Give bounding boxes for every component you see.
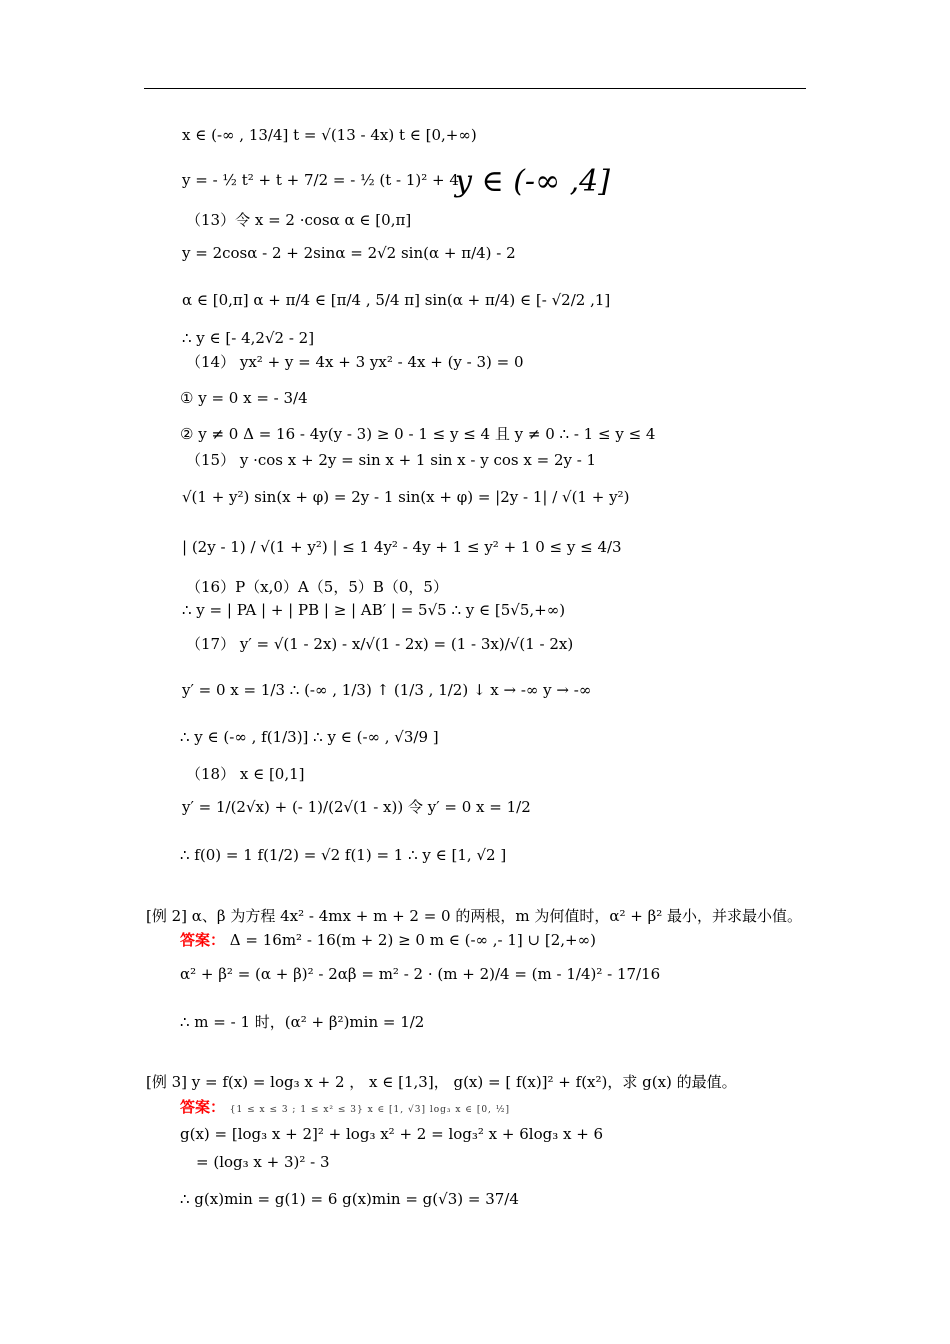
line-13: | (2y - 1) / √(1 + y²) | ≤ 1 4y² - 4y + 1 ≤ y² + 1 0 ≤ y ≤ 4/3 xyxy=(182,538,622,556)
line-6: α ∈ [0,π] α + π/4 ∈ [π/4 , 5/4 π] sin(α + π/4) ∈ [- √2/2 ,1] xyxy=(182,291,611,309)
line-1: x ∈ (-∞ , 13/4] t = √(13 - 4x) t ∈ [0,+∞) xyxy=(182,126,477,144)
example-2-question: [例 2] α、β 为方程 4x² - 4mx + m + 2 = 0 的两根，m 为何值时，α² + β² 最小，并求最小值。 xyxy=(146,907,803,925)
example-2-step-2: α² + β² = (α + β)² - 2αβ = m² - 2 · (m + 2)/4 = (m - 1/4)² - 17/16 xyxy=(180,965,661,983)
example-3-step-2: = (log₃ x + 3)² - 3 xyxy=(196,1153,330,1171)
line-17: y′ = 0 x = 1/3 ∴ (-∞ , 1/3) ↑ (1/3 , 1/2) ↓ x → -∞ y → -∞ xyxy=(182,681,592,699)
line-10: ② y ≠ 0 Δ = 16 - 4y(y - 3) ≥ 0 - 1 ≤ y ≤ 4 且 y ≠ 0 ∴ - 1 ≤ y ≤ 4 xyxy=(180,425,656,443)
line-20: y′ = 1/(2√x) + (- 1)/(2√(1 - x)) 令 y′ = 0 x = 1/2 xyxy=(182,798,531,816)
line-12: √(1 + y²) sin(x + φ) = 2y - 1 sin(x + φ) = |2y - 1| / √(1 + y²) xyxy=(182,488,630,506)
line-3-range: y ∈ (-∞ ,4] xyxy=(455,164,610,199)
line-18: ∴ y ∈ (-∞ , f(1/3)] ∴ y ∈ (-∞ , √3/9 ] xyxy=(180,728,439,746)
line-11: （15） y ·cos x + 2y = sin x + 1 sin x - y cos x = 2y - 1 xyxy=(186,451,597,469)
example-3-result: ∴ g(x)min = g(1) = 6 g(x)min = g(√3) = 37/4 xyxy=(180,1190,519,1208)
line-15: ∴ y = | PA | + | PB | ≥ | AB′ | = 5√5 ∴ y ∈ [5√5,+∞) xyxy=(182,601,566,619)
example-3-answer-row xyxy=(180,1097,510,1120)
example-2-result: ∴ m = - 1 时，(α² + β²)min = 1/2 xyxy=(180,1013,425,1031)
line-21: ∴ f(0) = 1 f(1/2) = √2 f(1) = 1 ∴ y ∈ [1, √2 ] xyxy=(180,846,507,864)
line-2: y = - ½ t² + t + 7/2 = - ½ (t - 1)² + 4 xyxy=(182,171,459,189)
line-4: （13）令 x = 2 ·cosα α ∈ [0,π] xyxy=(186,211,412,229)
example-3-question: [例 3] y = f(x) = log₃ x + 2 ， x ∈ [1,3]， g(x) = [ f(x)]² + f(x²)，求 g(x) 的最值。 xyxy=(146,1073,737,1091)
answer-label: 答案： xyxy=(180,1098,226,1116)
example-2-answer-row xyxy=(180,930,596,950)
example-3-domain: {1 ≤ x ≤ 3 ; 1 ≤ x² ≤ 3} x ∈ [1, √3] log₃ x ∈ [0, ½] xyxy=(229,1105,511,1115)
line-19: （18） x ∈ [0,1] xyxy=(186,765,305,783)
example-2-step-1: Δ = 16m² - 16(m + 2) ≥ 0 m ∈ (-∞ ,- 1] ∪ [2,+∞) xyxy=(229,931,596,949)
line-9: ① y = 0 x = - 3/4 xyxy=(180,389,308,407)
answer-label: 答案： xyxy=(180,931,226,949)
line-8: （14） yx² + y = 4x + 3 yx² - 4x + (y - 3) = 0 xyxy=(186,353,524,371)
line-5: y = 2cosα - 2 + 2sinα = 2√2 sin(α + π/4) - 2 xyxy=(182,244,516,262)
line-7: ∴ y ∈ [- 4,2√2 - 2] xyxy=(182,329,315,347)
example-3-step-1: g(x) = [log₃ x + 2]² + log₃ x² + 2 = log₃² x + 6log₃ x + 6 xyxy=(180,1125,604,1143)
line-14: （16）P（x,0）A（5，5）B（0，5） xyxy=(186,578,448,596)
header-rule xyxy=(144,88,806,89)
line-16: （17） y′ = √(1 - 2x) - x/√(1 - 2x) = (1 - 3x)/√(1 - 2x) xyxy=(186,635,574,653)
